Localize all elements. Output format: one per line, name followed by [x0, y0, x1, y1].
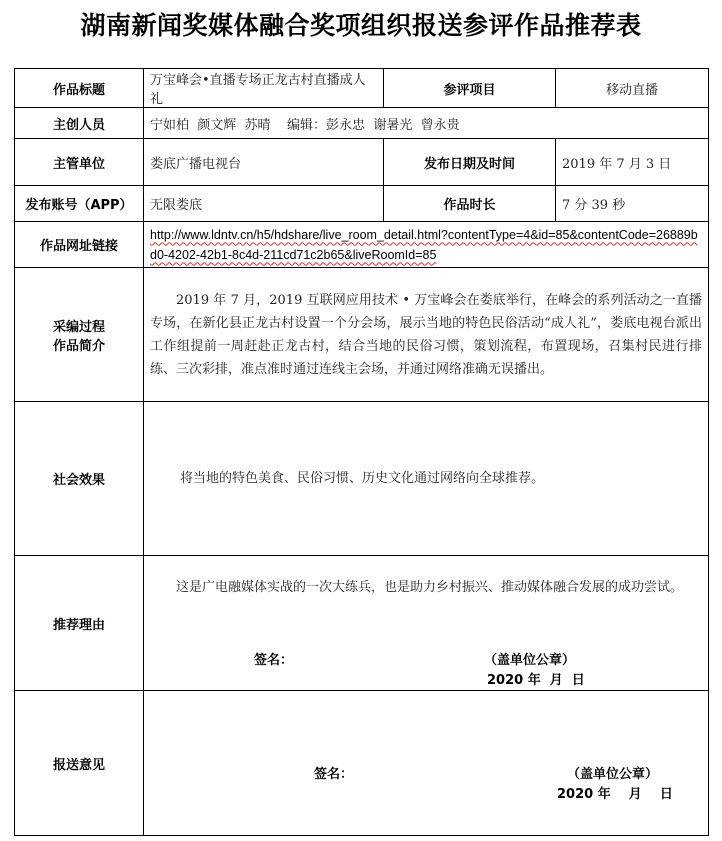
intro-value: 2019 年 7 月，2019 互联网应用技术 • 万宝峰会在娄底举行，在峰会的系列活动之一直播专场，在新化县正龙古村设置一个分会场，展示当地的特色民俗活动“成人礼”，娄底电视台派出工作组提前一周赶赴正龙古村，结合当地的民俗习惯，策划流程，布置现场，召集村民进行排练、三次彩排，准点准时通过连线主会场，并通过网络准确无误播出。 — [144, 268, 709, 402]
reason-date: 2020 年 月 日 — [487, 673, 585, 688]
unit-label: 主管单位 — [15, 139, 144, 186]
pub-date-value: 2019 年 7 月 3 日 — [556, 139, 709, 186]
row-account — [15, 186, 709, 222]
reason-label: 推荐理由 — [15, 556, 144, 691]
intro-label-line2: 作品简介 — [52, 338, 105, 354]
reason-value: 这是广电融媒体实战的一次大练兵，也是助力乡村振兴、推动媒体融合发展的成功尝试。 — [176, 580, 684, 595]
account-label: 发布账号（APP） — [15, 186, 144, 222]
duration-label: 作品时长 — [384, 186, 556, 222]
row-creators — [15, 108, 709, 139]
category-value: 移动直播 — [556, 69, 709, 108]
reason-seal-note: （盖单位公章） — [484, 653, 576, 668]
creators-label: 主创人员 — [15, 108, 144, 139]
intro-label — [15, 268, 144, 402]
row-intro — [15, 268, 709, 402]
unit-value: 娄底广播电视台 — [144, 139, 384, 186]
row-work-title — [15, 69, 709, 108]
duration-value: 7 分 39 秒 — [556, 186, 709, 222]
url-label: 作品网址链接 — [15, 222, 144, 268]
effect-label: 社会效果 — [15, 402, 144, 556]
creators-value: 宁如柏 颜文辉 苏晴 编辑：彭永忠 谢暑光 曾永贵 — [144, 108, 709, 139]
opinion-sign-label: 签名： — [314, 767, 354, 782]
work-title-value: 万宝峰会•直播专场正龙古村直播成人礼 — [144, 69, 384, 108]
row-opinion — [15, 691, 709, 836]
opinion-label: 报送意见 — [15, 691, 144, 836]
row-url — [15, 222, 709, 268]
work-url-link[interactable]: http://www.ldntv.cn/h5/hdshare/live_room_detail.html?contentType=4&id=85&contentCode=26889bd0-4202-42b1-8c4d-211cd71c2b65&liveRoomId=85 — [150, 227, 698, 262]
opinion-date: 2020 年 月 日 — [557, 787, 673, 802]
opinion-seal-note: （盖单位公章） — [567, 767, 659, 782]
row-unit — [15, 139, 709, 186]
work-title-label: 作品标题 — [15, 69, 144, 108]
form-title: 湖南新闻奖媒体融合奖项组织报送参评作品推荐表 — [80, 11, 642, 40]
category-label: 参评项目 — [384, 69, 556, 108]
account-value: 无限娄底 — [144, 186, 384, 222]
reason-sign-label: 签名： — [254, 653, 294, 668]
intro-label-line1: 采编过程 — [52, 319, 105, 335]
pub-date-label: 发布日期及时间 — [384, 139, 556, 186]
recommendation-form — [14, 68, 709, 836]
effect-value: 将当地的特色美食、民俗习惯、历史文化通过网络向全球推荐。 — [144, 402, 709, 556]
row-reason — [15, 556, 709, 691]
row-effect — [15, 402, 709, 556]
